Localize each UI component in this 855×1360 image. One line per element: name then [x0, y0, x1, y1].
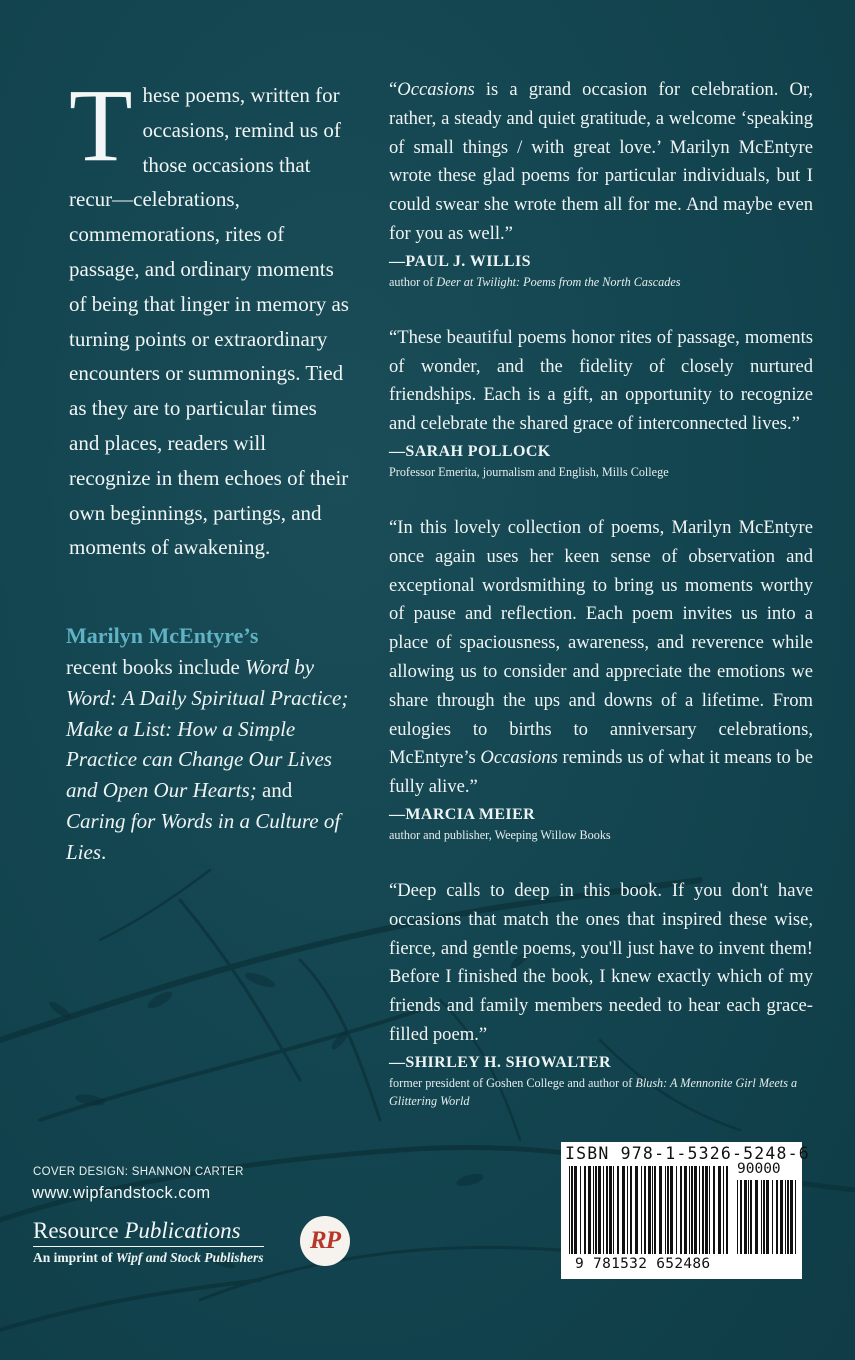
book-description	[69, 68, 351, 565]
barcode-bar	[723, 1166, 724, 1254]
barcode-bar	[763, 1180, 765, 1254]
barcode-bar	[761, 1180, 762, 1254]
quote-text-rest: reminds us of what it means to be fully alive.”	[389, 747, 813, 798]
barcode-bar	[755, 1180, 758, 1254]
author-bio	[66, 620, 356, 868]
cover-design-credit: COVER DESIGN: SHANNON CARTER	[33, 1166, 244, 1178]
book-titles: Word by Word: A Daily Spiritual Practice; Make a List: How a Simple Practice can Change Our Lives and Open Our Hearts;	[66, 655, 349, 803]
barcode-bar	[603, 1166, 604, 1254]
author-name: Marilyn McEntyre’s	[66, 623, 259, 648]
barcode-bar	[702, 1166, 704, 1254]
barcode-bar	[613, 1166, 614, 1254]
barcode-bar	[691, 1166, 693, 1254]
barcode-bar	[699, 1166, 700, 1254]
barcode-bar	[709, 1166, 710, 1254]
barcode-bar	[630, 1166, 632, 1254]
publisher-name	[33, 1218, 264, 1247]
barcode-bar	[593, 1166, 594, 1254]
barcode-bar	[667, 1166, 669, 1254]
endorser-title	[389, 1074, 813, 1110]
publisher-name-regular: Resource	[33, 1218, 125, 1243]
barcode-bar	[635, 1166, 638, 1254]
barcode-bar	[748, 1180, 749, 1254]
endorsement	[389, 877, 813, 1110]
barcode-bar	[580, 1166, 581, 1254]
barcode-bar	[785, 1180, 786, 1254]
rp-logo-icon: RP	[300, 1216, 350, 1266]
endorsement	[389, 324, 813, 481]
barcode-bar	[606, 1166, 608, 1254]
publisher-block	[33, 1218, 264, 1266]
barcode-bar	[795, 1180, 796, 1254]
quote-italic: Occasions	[397, 79, 475, 100]
barcode-bar	[776, 1180, 778, 1254]
barcode-bar	[617, 1166, 619, 1254]
barcode-bar	[780, 1180, 783, 1254]
title-italic: Deer at Twilight: Poems from the North Cascades	[436, 274, 681, 289]
endorser-name: —PAUL J. WILLIS	[389, 252, 531, 270]
endorsements	[389, 76, 813, 1110]
barcode-bar	[772, 1180, 773, 1254]
barcode-bar	[609, 1166, 612, 1254]
barcode-bar	[648, 1166, 651, 1254]
imprint-regular: An imprint of	[33, 1250, 116, 1265]
barcode-bar	[676, 1166, 677, 1254]
barcode-bar	[744, 1180, 747, 1254]
barcode-bar	[622, 1166, 625, 1254]
books-intro: recent books include	[66, 655, 246, 679]
author-books-text	[66, 652, 356, 868]
endorsement-quote	[389, 324, 813, 439]
barcode-bar	[571, 1166, 573, 1254]
title-text: author of	[389, 274, 437, 289]
barcode-bar	[718, 1166, 721, 1254]
imprint-line	[33, 1250, 264, 1266]
barcode-bar	[684, 1166, 687, 1254]
barcode-bar	[740, 1180, 742, 1254]
quote-italic: Occasions	[480, 747, 558, 769]
title-text: Professor Emerita, journalism and English, Mills College	[389, 464, 669, 479]
quote-text: “In this lovely collection of poems, Marilyn McEntyre once again uses her keen sense of observation and exceptional wordsmithing to bring us moments worthy of pause and reflection. Each poem invites us into a place of spaciousness, awareness, and reverence while allowing us to consider and appreciate the emotions we share through the ups and downs of a lifetime. From eulogies to births to anniversary celebrations, McEntyre’s	[389, 516, 813, 769]
barcode-bar	[652, 1166, 653, 1254]
endorsement	[389, 76, 813, 291]
barcode-bar	[598, 1166, 601, 1254]
quote-text: “Deep calls to deep in this book. If you don't have occasions that match the ones that inspired these wise, fierce, and gentle poems, you'll just have to invent them! Before I finished the book, I knew exactly which of my friends and family members needed to hear each grace-filled poem.”	[389, 879, 813, 1045]
imprint-italic: Wipf and Stock Publishers	[115, 1250, 264, 1265]
barcode-bar	[705, 1166, 708, 1254]
barcode-bar	[680, 1166, 682, 1254]
barcode-bar	[588, 1166, 591, 1254]
endorser-name: —SARAH POLLOCK	[389, 442, 551, 460]
books-and: and	[256, 778, 293, 803]
endorser-title	[389, 826, 813, 844]
barcode-bar	[644, 1166, 646, 1254]
quote-text: “These beautiful poems honor rites of passage, moments of wonder, and the fidelity of closely nurtured friendships. Each is a gift, an opportunity to recognize and celebrate the shared grace of interconnected lives.”	[389, 326, 813, 435]
book-title-caring: Caring for Words in a Culture of Lies	[66, 808, 341, 864]
quote-text: “	[389, 79, 398, 100]
barcode-bar	[659, 1166, 662, 1254]
barcode-bar	[595, 1166, 597, 1254]
barcode-bar	[584, 1166, 586, 1254]
barcode-bar	[654, 1166, 656, 1254]
isbn-barcode	[561, 1142, 810, 1279]
barcode-bar	[665, 1166, 666, 1254]
barcode-bar	[787, 1180, 789, 1254]
endorsement-quote	[389, 76, 813, 249]
endorser-name: —SHIRLEY H. SHOWALTER	[389, 1053, 611, 1071]
endorsement-quote	[389, 514, 813, 802]
endorsement-quote	[389, 877, 813, 1050]
barcode-bar	[569, 1166, 570, 1254]
publisher-website: www.wipfandstock.com	[32, 1184, 211, 1202]
title-text: author and publisher, Weeping Willow Books	[389, 827, 611, 842]
barcode-bar	[737, 1180, 738, 1254]
barcode-bar	[641, 1166, 642, 1254]
endorsement	[389, 514, 813, 844]
isbn-text: ISBN 978-1-5326-5248-6	[565, 1144, 810, 1163]
description-text: hese poems, written for occasions, remind us of those occasions that recur—celebrations, commemorations, rites of passage, and ordinary moments of being that linger in memory as turning points or extraordinary encounters or summonings. Tied as they are to particular times and places, readers will recognize in them echoes of their own beginnings, partings, and moments of awakening.	[69, 83, 349, 560]
publisher-name-italic: Publications	[124, 1218, 241, 1243]
endorser-title	[389, 463, 813, 481]
barcode-bar	[694, 1166, 697, 1254]
endorser-name: —MARCIA MEIER	[389, 805, 536, 823]
barcode-bar	[689, 1166, 690, 1254]
barcode-bar	[750, 1180, 752, 1254]
barcode-bar	[627, 1166, 628, 1254]
endorser-title	[389, 273, 813, 291]
title-italic: Blush: A Mennonite Girl Meets a Glittering World	[389, 1075, 798, 1108]
title-text: former president of Goshen College and author of	[389, 1075, 636, 1090]
price-code: 90000	[737, 1161, 781, 1177]
barcode-bar	[766, 1180, 769, 1254]
barcode-bar	[713, 1166, 715, 1254]
ean-number: 9 781532 652486	[575, 1256, 711, 1272]
quote-text-rest: is a grand occasion for celebration. Or, rather, a steady and quiet gratitude, a welcome ‘speaking of small things / with great love.’ Marilyn McEntyre wrote these glad poems for particular individuals, but I could swear she wrote them all for me. And maybe even for you as well.”	[389, 79, 813, 244]
barcode-bar	[574, 1166, 577, 1254]
barcode-bar	[726, 1166, 728, 1254]
barcode-bar	[790, 1180, 793, 1254]
books-end: .	[101, 839, 107, 864]
barcode-bar	[670, 1166, 673, 1254]
drop-cap: T	[69, 68, 133, 183]
